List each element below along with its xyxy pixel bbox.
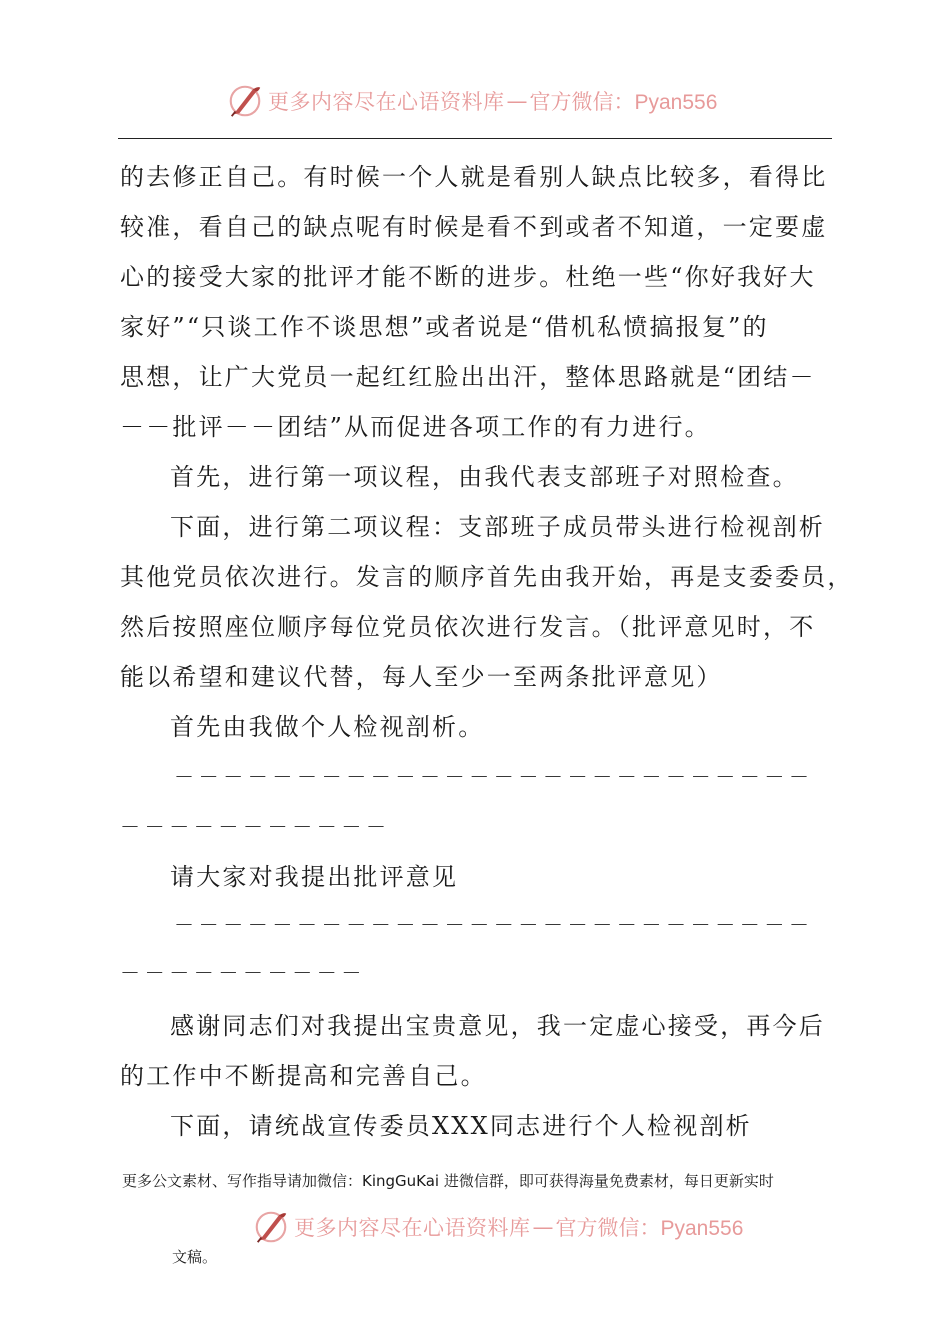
header-watermark <box>226 82 717 120</box>
body-line-thanks-2: 的工作中不断提高和完善自己。 <box>120 1062 487 1090</box>
footer-watermark <box>252 1208 743 1246</box>
footer-promo-line: 更多公文素材、写作指导请加微信：KingGuKai 进微信群，即可获得海量免费素材，每日更新实时 <box>122 1172 774 1190</box>
header-divider <box>118 138 832 139</box>
body-line-request: 请大家对我提出批评意见 <box>170 863 459 891</box>
separator-line-1b: －－－－－－－－－－－ <box>120 815 391 839</box>
footer-watermark-title: 更多内容尽在心语资料库 <box>294 1216 531 1240</box>
header-watermark-wechat: 官方微信：Pyan556 <box>529 91 718 114</box>
footer-promo-line-2: 文稿。 <box>172 1248 218 1266</box>
header-watermark-dash: — <box>506 89 528 113</box>
body-line-4: 家好”“只谈工作不谈思想”或者说是“借机私愤搞报复”的 <box>120 313 769 341</box>
quill-logo-icon <box>226 82 264 120</box>
body-line-6: －－批评－－团结”从而促进各项工作的有力进行。 <box>120 413 711 441</box>
body-line-10: 然后按照座位顺序每位党员依次进行发言。（批评意见时，不 <box>120 613 816 641</box>
body-line-next: 下面，请统战宣传委员XXX同志进行个人检视剖析 <box>170 1112 752 1140</box>
body-line-11: 能以希望和建议代替，每人至少一至两条批评意见） <box>120 663 723 691</box>
body-line-12: 首先由我做个人检视剖析。 <box>170 713 485 741</box>
separator-line-2b: －－－－－－－－－－ <box>120 961 366 985</box>
body-line-7: 首先，进行第一项议程，由我代表支部班子对照检查。 <box>170 463 799 491</box>
body-line-1: 的去修正自己。有时候一个人就是看别人缺点比较多，看得比 <box>120 163 828 191</box>
header-watermark-title: 更多内容尽在心语资料库 <box>268 90 505 114</box>
separator-line-2a: －－－－－－－－－－－－－－－－－－－－－－－－－－ <box>174 913 814 937</box>
body-line-9: 其他党员依次进行。发言的顺序首先由我开始，再是支委委员， <box>120 563 854 591</box>
separator-line-1a: －－－－－－－－－－－－－－－－－－－－－－－－－－ <box>174 765 814 789</box>
footer-watermark-wechat: 官方微信：Pyan556 <box>555 1217 744 1240</box>
body-line-thanks: 感谢同志们对我提出宝贵意见，我一定虚心接受，再今后 <box>170 1012 825 1040</box>
body-line-8: 下面，进行第二项议程：支部班子成员带头进行检视剖析 <box>170 513 825 541</box>
body-line-2: 较准，看自己的缺点呢有时候是看不到或者不知道，一定要虚 <box>120 213 828 241</box>
body-line-5: 思想，让广大党员一起红红脸出出汗，整体思路就是“团结－ <box>120 363 816 391</box>
footer-watermark-dash: — <box>532 1215 554 1239</box>
body-line-3: 心的接受大家的批评才能不断的进步。杜绝一些“你好我好大 <box>120 263 816 291</box>
quill-logo-icon <box>252 1208 290 1246</box>
